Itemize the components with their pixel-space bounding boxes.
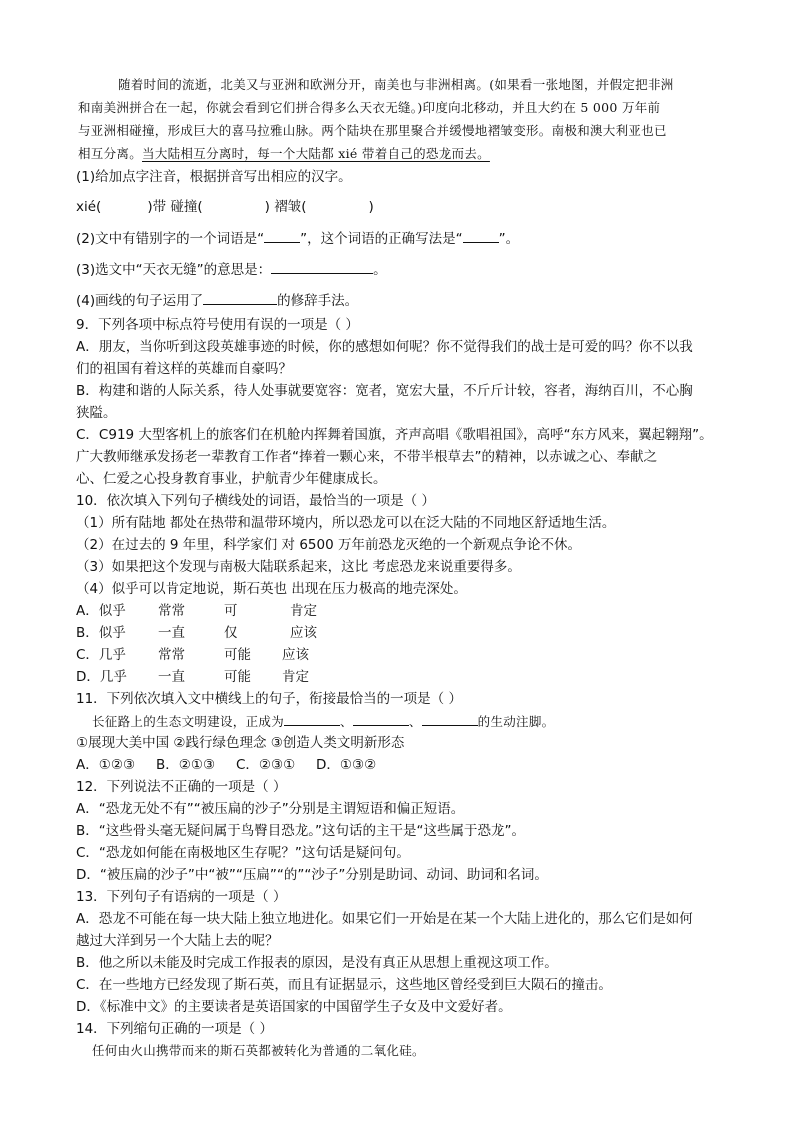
q10-option-a-word-1: 常常	[158, 603, 185, 619]
q9-option-b-line-2: 狭隘。	[76, 405, 117, 421]
q9-option-c[interactable]: C．C919 大型客机上的旅客们在机舱内挥舞着国旗，齐声高唱《歌唱祖国》，高呼“东方风来，翼起翱翔”。	[76, 427, 713, 443]
rhetoric-blank[interactable]	[203, 290, 277, 305]
meaning-blank[interactable]	[271, 259, 373, 274]
sub-question-3	[76, 259, 387, 280]
q10-option-d-word-3: 肯定	[282, 669, 309, 685]
q10-option-b[interactable]	[76, 623, 317, 643]
q13-option-c[interactable]: C．在一些地方已经发现了斯石英，而且有证据显示，这些地区曾经受到巨大陨石的撞击。	[76, 977, 612, 993]
sub-question-2	[76, 228, 519, 249]
q10-option-c-word-3: 应该	[282, 647, 309, 663]
q10-option-a-word-2: 可	[224, 603, 238, 619]
q11-option-c[interactable]: C．②③①	[236, 757, 296, 773]
q10-option-a-label: A．似乎	[76, 603, 126, 619]
q10-option-d[interactable]	[76, 667, 309, 687]
q10-sentence-1: （1）所有陆地 都处在热带和温带环境内，所以恐龙可以在泛大陆的不同地区舒适地生活。	[76, 515, 616, 531]
wrong-word-blank[interactable]	[264, 228, 300, 243]
q11-passage-part-c: 、	[408, 714, 422, 729]
label-zhezhou: ) 褶皱(	[264, 199, 307, 215]
q10-option-c-word-1: 常常	[158, 647, 185, 663]
q13-option-d[interactable]: D．《标准中文》的主要读者是英语国家的中国留学生子女及中文爱好者。	[76, 999, 512, 1015]
sub-question-3-part1: (3)选文中“天衣无缝”的意思是：	[76, 262, 272, 278]
q10-option-a-word-3: 肯定	[290, 603, 317, 619]
q9-stem: 9．下列各项中标点符号使用有误的一项是（ ）	[76, 317, 359, 333]
label-close-paren: )	[368, 199, 374, 215]
q11-passage-part-b: 、	[340, 714, 353, 729]
q10-option-c-label: C．几乎	[76, 647, 126, 663]
sub-question-4-part2: 的修辞手法。	[277, 293, 359, 309]
q9-option-a-line-2: 们的祖国有着这样的英雄而自豪吗？	[76, 361, 292, 377]
q11-passage-part-d: 的生动注脚。	[477, 714, 555, 729]
q11-stem: 11．下列依次填入文中横线上的句子，衔接最恰当的一项是（ ）	[76, 691, 462, 707]
q10-sentence-2: （2）在过去的 9 年里，科学家们 对 6500 万年前恐龙灭绝的一个新观点争论不休。	[76, 537, 581, 553]
q11-options	[76, 755, 376, 775]
q13-option-a-line-1[interactable]: A．恐龙不可能在每一块大陆上独立地进化。如果它们一开始是在某一个大陆上进化的，那么它们是如何	[76, 911, 693, 927]
q12-option-a[interactable]: A．“恐龙无处不有”“被压扁的沙子”分别是主谓短语和偏正短语。	[76, 801, 465, 817]
q11-blank-1[interactable]	[284, 711, 340, 726]
q14-passage: 任何由火山携带而来的斯石英都被转化为普通的二氧化硅。	[92, 1043, 425, 1058]
sub-question-3-part2: 。	[373, 262, 387, 278]
pinyin-xie: xié(	[76, 199, 102, 215]
q10-sentence-4: （4）似乎可以肯定地说，斯石英也 出现在压力极高的地壳深处。	[76, 581, 467, 597]
q9-option-a-line-1[interactable]: A．朋友，当你听到这段英雄事迹的时候，你的感想如何呢？你不觉得我们的战士是可爱的吗？你不以我	[76, 339, 693, 355]
label-dai-pengzhuang: )带 碰撞(	[147, 199, 203, 215]
passage-line-4-prefix: 相互分离。	[78, 146, 143, 161]
q12-option-b[interactable]: B．“这些骨头毫无疑问属于鸟臀目恐龙。”这句话的主干是“这些属于恐龙”。	[76, 823, 525, 839]
passage-line-3: 与亚洲相碰撞，形成巨大的喜马拉雅山脉。两个陆块在那里聚合并缓慢地褶皱变形。南极和澳大利亚也已	[78, 123, 667, 138]
q10-option-d-word-1: 一直	[158, 669, 185, 685]
sub-question-1: (1)给加点字注音，根据拼音写出相应的汉字。	[76, 169, 352, 185]
q10-option-d-word-2: 可能	[224, 669, 251, 685]
q11-passage-part-a: 长征路上的生态文明建设，正成为	[92, 714, 285, 729]
q13-stem: 13．下列句子有语病的一项是（ ）	[76, 889, 287, 905]
q10-option-b-word-2: 仅	[224, 625, 238, 641]
q11-blank-2[interactable]	[353, 711, 409, 726]
q10-sentence-3: （3）如果把这个发现与南极大陆联系起来，这比 考虑恐龙来说重要得多。	[76, 559, 521, 575]
q13-option-a-line-2: 越过大洋到另一个大陆上去的呢？	[76, 933, 279, 949]
passage-line-2: 和南美洲拼合在一起，你就会看到它们拼合得多么天衣无缝。)印度向北移动，并且大约在 5 000 万年前	[78, 100, 661, 115]
q10-option-c[interactable]	[76, 645, 309, 665]
passage-line-4	[78, 144, 490, 164]
q10-option-b-word-1: 一直	[158, 625, 185, 641]
sub-question-2-part3: ”。	[498, 231, 520, 247]
q11-option-d[interactable]: D．①③②	[316, 757, 377, 773]
sub-question-4	[76, 290, 358, 311]
sub-question-2-part2: ”，这个词语的正确写法是“	[300, 231, 463, 247]
q11-items: ①展现大美中国 ②践行绿色理念 ③创造人类文明新形态	[76, 735, 405, 751]
q10-option-a[interactable]	[76, 601, 317, 621]
q11-blank-3[interactable]	[422, 711, 478, 726]
q11-passage	[92, 711, 554, 732]
q10-option-b-label: B．似乎	[76, 625, 126, 641]
q11-option-b[interactable]: B．②①③	[156, 757, 216, 773]
q12-option-d[interactable]: D．“被压扁的沙子”中“被”“压扁”“的”“沙子”分别是助词、动词、助词和名词。	[76, 867, 548, 883]
q9-option-d-line-2: 心、仁爱之心投身教育事业，护航青少年健康成长。	[76, 471, 387, 487]
q10-option-b-word-3: 应该	[290, 625, 317, 641]
sub-question-2-part1: (2)文中有错别字的一个词语是“	[76, 231, 265, 247]
q12-stem: 12．下列说法不正确的一项是（ ）	[76, 779, 287, 795]
q10-option-d-label: D．几乎	[76, 669, 127, 685]
sub-question-1-answers	[76, 197, 374, 217]
underlined-sentence: 当大陆相互分离时，每一个大陆都 xié 带着自己的恐龙而去。	[142, 146, 490, 161]
q11-option-a[interactable]: A．①②③	[76, 757, 136, 773]
q13-option-b[interactable]: B．他之所以未能及时完成工作报表的原因，是没有真正从思想上重视这项工作。	[76, 955, 558, 971]
q14-stem: 14．下列缩句正确的一项是（ ）	[76, 1021, 273, 1037]
q10-stem: 10．依次填入下列句子横线处的词语，最恰当的一项是（ ）	[76, 493, 435, 509]
passage-line-1: 随着时间的流逝，北美又与亚洲和欧洲分开，南美也与非洲相离。(如果看一张地图，并假定把非洲	[118, 77, 674, 92]
q9-option-b-line-1[interactable]: B．构建和谐的人际关系，待人处事就要宽容：宽者，宽宏大量，不斤斤计较，容者，海纳百川，不心胸	[76, 383, 693, 399]
correct-word-blank[interactable]	[463, 228, 499, 243]
sub-question-4-part1: (4)画线的句子运用了	[76, 293, 204, 309]
q10-option-c-word-2: 可能	[224, 647, 251, 663]
q9-option-d-line-1[interactable]: 广大教师继承发扬老一辈教育工作者“捧着一颗心来，不带半根草去”的精神，以赤诚之心、奉献之	[76, 449, 657, 465]
q12-option-c[interactable]: C．“恐龙如何能在南极地区生存呢？”这句话是疑问句。	[76, 845, 410, 861]
